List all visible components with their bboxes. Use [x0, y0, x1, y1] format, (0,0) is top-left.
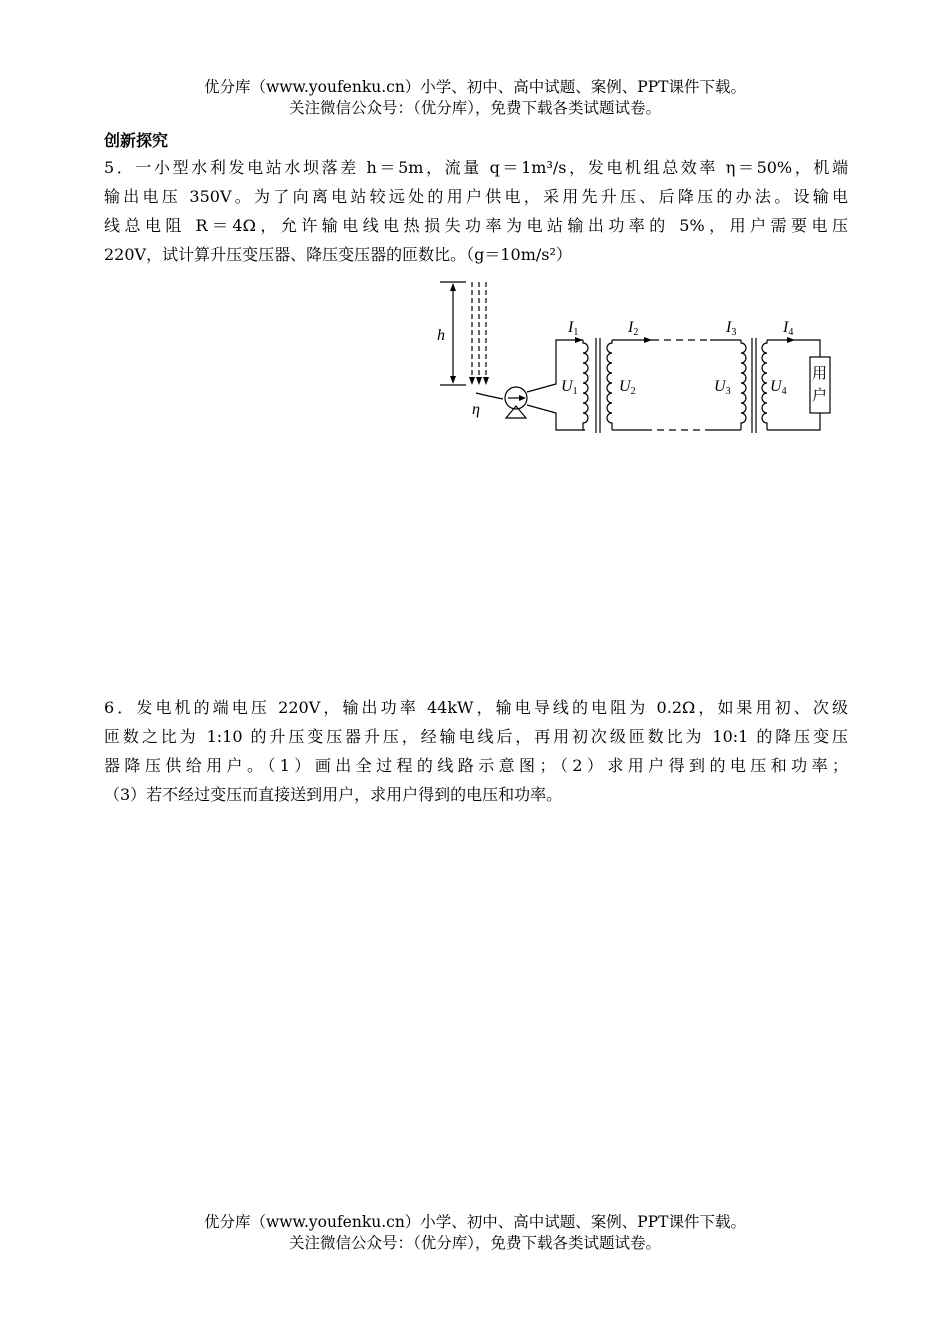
label-eta: η [472, 401, 480, 418]
q6-line-4: （3）若不经过变压而直接送到用户，求用户得到的电压和功率。 [104, 785, 563, 804]
label-U1: U1 [561, 378, 578, 397]
header-line-1: 优分库（www.youfenku.cn）小学、初中、高中试题、案例、PPT课件下载。 [203, 78, 747, 96]
label-I4: I4 [783, 319, 794, 338]
question-6 [104, 693, 848, 809]
header-line-2: 关注微信公众号：（优分库），免费下载各类试题试卷。 [288, 99, 661, 117]
q5-line-3: 线总电阻 R＝4Ω，允许输电线电热损失功率为电站输出功率的 5%，用户需要电压 [104, 216, 848, 235]
q6-line-2: 匝数之比为 1:10 的升压变压器升压，经输电线后，再用初次级匝数比为 10:1 的降压变压 [104, 727, 848, 746]
q5-line-1: 5．一小型水利发电站水坝落差 h＝5m，流量 q＝1m³/s，发电机组总效率 η＝50%，机端 [104, 158, 848, 177]
label-I2: I2 [628, 319, 639, 338]
label-U3: U3 [714, 378, 731, 397]
label-I1: I1 [568, 319, 579, 338]
label-U2: U2 [619, 378, 636, 397]
footer-line-1: 优分库（www.youfenku.cn）小学、初中、高中试题、案例、PPT课件下载。 [203, 1213, 747, 1231]
q5-line-4: 220V，试计算升压变压器、降压变压器的匝数比。（g＝10m/s²） [104, 245, 572, 264]
footer-line-2: 关注微信公众号：（优分库），免费下载各类试题试卷。 [288, 1234, 661, 1252]
q6-line-3: 器降压供给用户。（1）画出全过程的线路示意图；（2）求用户得到的电压和功率； [104, 756, 848, 775]
label-U4: U4 [770, 378, 787, 397]
q5-line-2: 输出电压 350V。为了向离电站较远处的用户供电，采用先升压、后降压的办法。设输电 [104, 187, 848, 206]
q6-line-1: 6．发电机的端电压 220V，输出功率 44kW，输电导线的电阻为 0.2Ω，如果用初、次级 [104, 698, 848, 717]
label-load-1: 用 [812, 364, 828, 382]
page-header [0, 77, 950, 119]
section-title: 创新探究 [104, 131, 169, 150]
question-5 [104, 153, 848, 269]
label-h: h [437, 327, 445, 344]
power-transmission-diagram [430, 275, 840, 440]
page-footer [0, 1212, 950, 1254]
label-load-2: 户 [812, 386, 828, 404]
label-I3: I3 [726, 319, 737, 338]
